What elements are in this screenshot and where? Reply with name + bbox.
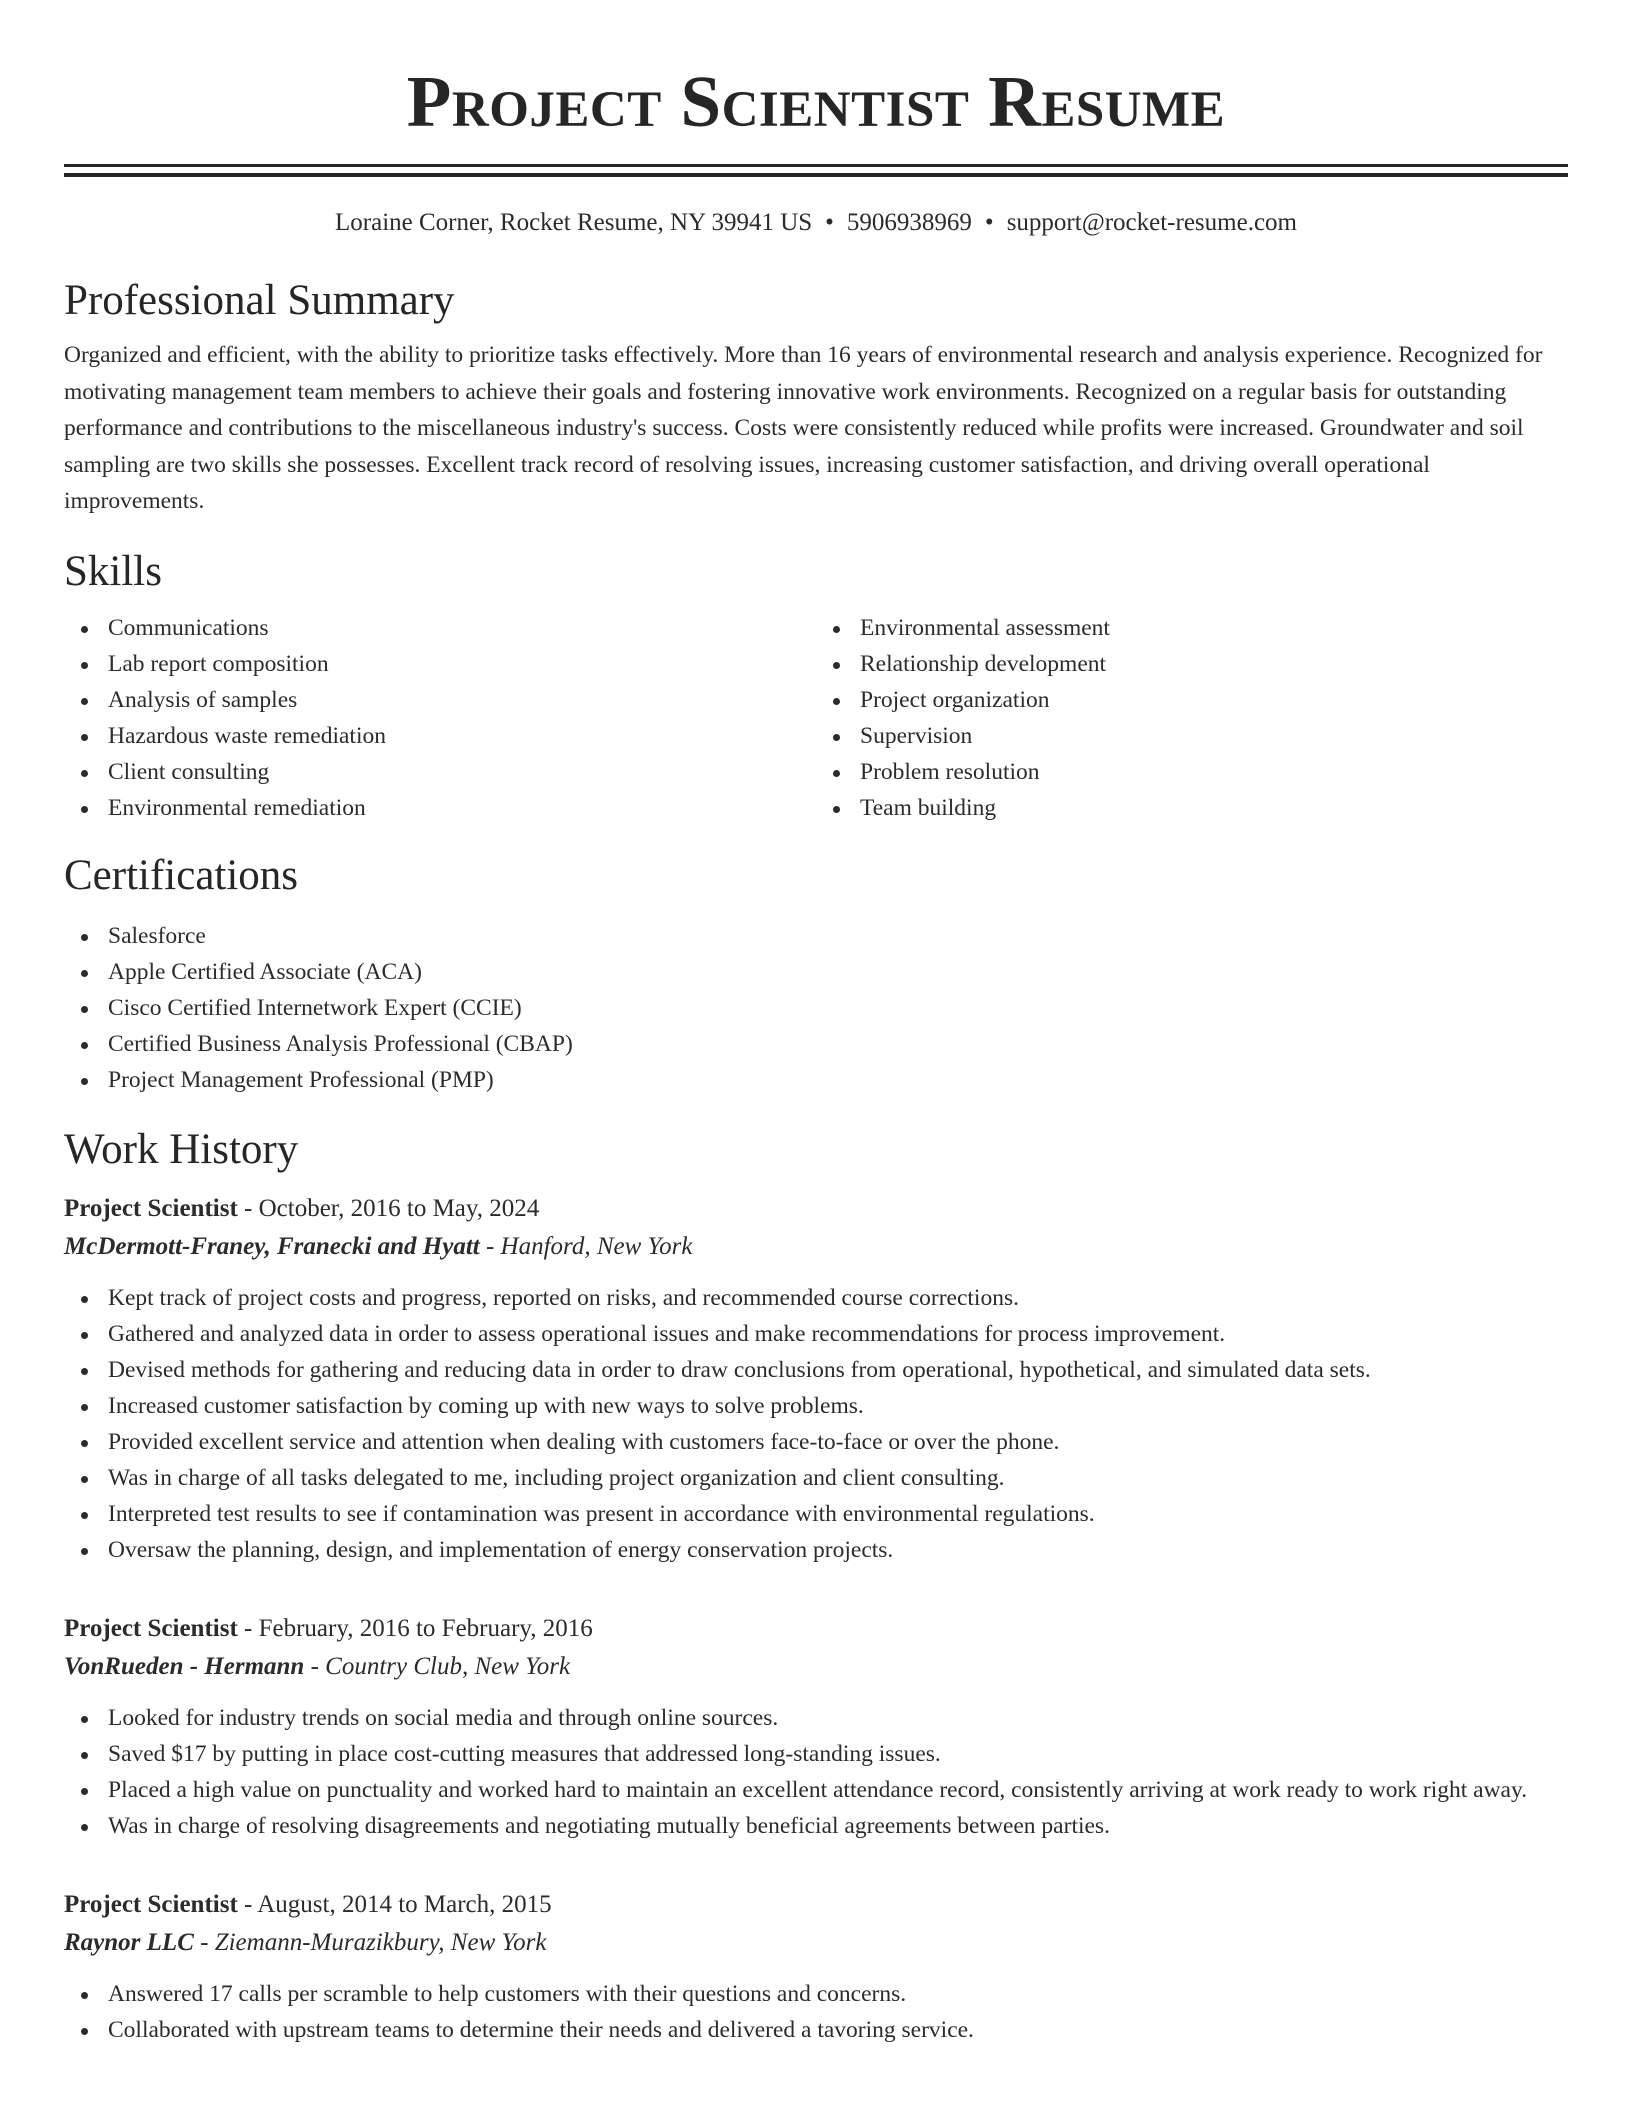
skill-item: Supervision	[860, 718, 1568, 754]
certification-item: Certified Business Analysis Professional (CBAP)	[108, 1026, 1568, 1062]
job-bullet: Kept track of project costs and progress, reported on risks, and recommended course corrections.	[108, 1280, 1568, 1316]
job-company: Raynor LLC	[64, 1928, 194, 1956]
job-role: Project Scientist	[64, 1890, 238, 1918]
job-location: - Country Club, New York	[304, 1652, 571, 1680]
job-dates: - February, 2016 to February, 2016	[237, 1614, 593, 1642]
contact-line	[64, 207, 1568, 239]
skills-columns	[64, 610, 1568, 826]
job-bullet: Saved $17 by putting in place cost-cutting measures that addressed long-standing issues.	[108, 1736, 1568, 1772]
skills-right-list	[816, 610, 1568, 826]
skill-item: Hazardous waste remediation	[108, 718, 816, 754]
summary-text: Organized and efficient, with the ability to prioritize tasks effectively. More than 16 years of environmental research and analysis experience. Recognized for motivating management team members to achieve their goals and fostering innovative work environments. Recognized on a regular basis for outstanding performance and contributions to the miscellaneous industry's success. Costs were consistently reduced while profits were increased. Groundwater and soil sampling are two skills she possesses. Excellent track record of resolving issues, increasing customer satisfaction, and driving overall operational improvements.	[64, 342, 1543, 514]
skill-item: Communications	[108, 610, 816, 646]
job-dates: - October, 2016 to May, 2024	[237, 1194, 540, 1222]
job-entry	[64, 1190, 1568, 1568]
job-entry	[64, 1610, 1568, 1844]
job-company-line	[64, 1924, 1568, 1962]
job-company: McDermott-Franey, Franecki and Hyatt	[64, 1232, 480, 1260]
certifications-heading: Certifications	[64, 851, 299, 899]
job-bullet: Looked for industry trends on social media and through online sources.	[108, 1700, 1568, 1736]
work-history-heading: Work History	[64, 1125, 299, 1173]
skills-heading: Skills	[64, 547, 162, 595]
skill-item: Analysis of samples	[108, 682, 816, 718]
skill-item: Lab report composition	[108, 646, 816, 682]
skill-item: Relationship development	[860, 646, 1568, 682]
job-bullet: Answered 17 calls per scramble to help customers with their questions and concerns.	[108, 1976, 1568, 2012]
job-bullet: Was in charge of all tasks delegated to me, including project organization and client consulting.	[108, 1460, 1568, 1496]
job-title-line	[64, 1886, 1568, 1924]
certification-item: Salesforce	[108, 918, 1568, 954]
certification-item: Cisco Certified Internetwork Expert (CCIE)	[108, 990, 1568, 1026]
job-bullet: Was in charge of resolving disagreements and negotiating mutually beneficial agreements between parties.	[108, 1808, 1568, 1844]
job-bullets	[64, 1280, 1568, 1568]
skill-item: Project organization	[860, 682, 1568, 718]
resume-title: Project Scientist Resume	[406, 61, 1226, 142]
certification-item: Apple Certified Associate (ACA)	[108, 954, 1568, 990]
job-bullets	[64, 1976, 1568, 2048]
job-bullets	[64, 1700, 1568, 1844]
job-bullet: Interpreted test results to see if contamination was present in accordance with environmental regulations.	[108, 1496, 1568, 1532]
job-location: - Hanford, New York	[479, 1232, 693, 1260]
title-rule-top	[64, 164, 1568, 167]
title-rule-bottom	[64, 173, 1568, 177]
job-role: Project Scientist	[64, 1194, 238, 1222]
job-company-line	[64, 1648, 1568, 1686]
job-entry	[64, 1886, 1568, 2048]
job-title-line	[64, 1610, 1568, 1648]
skill-item: Team building	[860, 790, 1568, 826]
job-title-line	[64, 1190, 1568, 1228]
job-company: VonRueden - Hermann	[64, 1652, 305, 1680]
contact-separator: •	[825, 209, 834, 236]
contact-separator: •	[984, 209, 994, 236]
contact-address: Loraine Corner, Rocket Resume, NY 39941 US	[335, 209, 813, 236]
job-dates: - August, 2014 to March, 2015	[237, 1890, 552, 1918]
summary-heading: Professional Summary	[64, 277, 455, 324]
certification-item: Project Management Professional (PMP)	[108, 1062, 1568, 1098]
job-bullet: Oversaw the planning, design, and implementation of energy conservation projects.	[108, 1532, 1568, 1568]
contact-phone: 5906938969	[846, 209, 972, 236]
skill-item: Client consulting	[108, 754, 816, 790]
job-bullet: Devised methods for gathering and reducing data in order to draw conclusions from operational, hypothetical, and simulated data sets.	[108, 1352, 1568, 1388]
job-bullet: Increased customer satisfaction by coming up with new ways to solve problems.	[108, 1388, 1568, 1424]
skill-item: Environmental remediation	[108, 790, 816, 826]
job-bullet: Gathered and analyzed data in order to assess operational issues and make recommendations for process improvement.	[108, 1316, 1568, 1352]
job-location: - Ziemann-Murazikbury, New York	[193, 1928, 547, 1956]
job-company-line	[64, 1228, 1568, 1266]
job-bullet: Placed a high value on punctuality and worked hard to maintain an excellent attendance record, consistently arriving at work ready to work right away.	[108, 1772, 1568, 1808]
job-bullet: Collaborated with upstream teams to determine their needs and delivered a tavoring service.	[108, 2012, 1568, 2048]
job-bullet: Provided excellent service and attention when dealing with customers face-to-face or over the phone.	[108, 1424, 1568, 1460]
contact-email: support@rocket-resume.com	[1006, 209, 1297, 236]
skill-item: Problem resolution	[860, 754, 1568, 790]
certifications-list	[64, 918, 1568, 1098]
skills-left-list	[64, 610, 816, 826]
skill-item: Environmental assessment	[860, 610, 1568, 646]
job-role: Project Scientist	[64, 1614, 238, 1642]
